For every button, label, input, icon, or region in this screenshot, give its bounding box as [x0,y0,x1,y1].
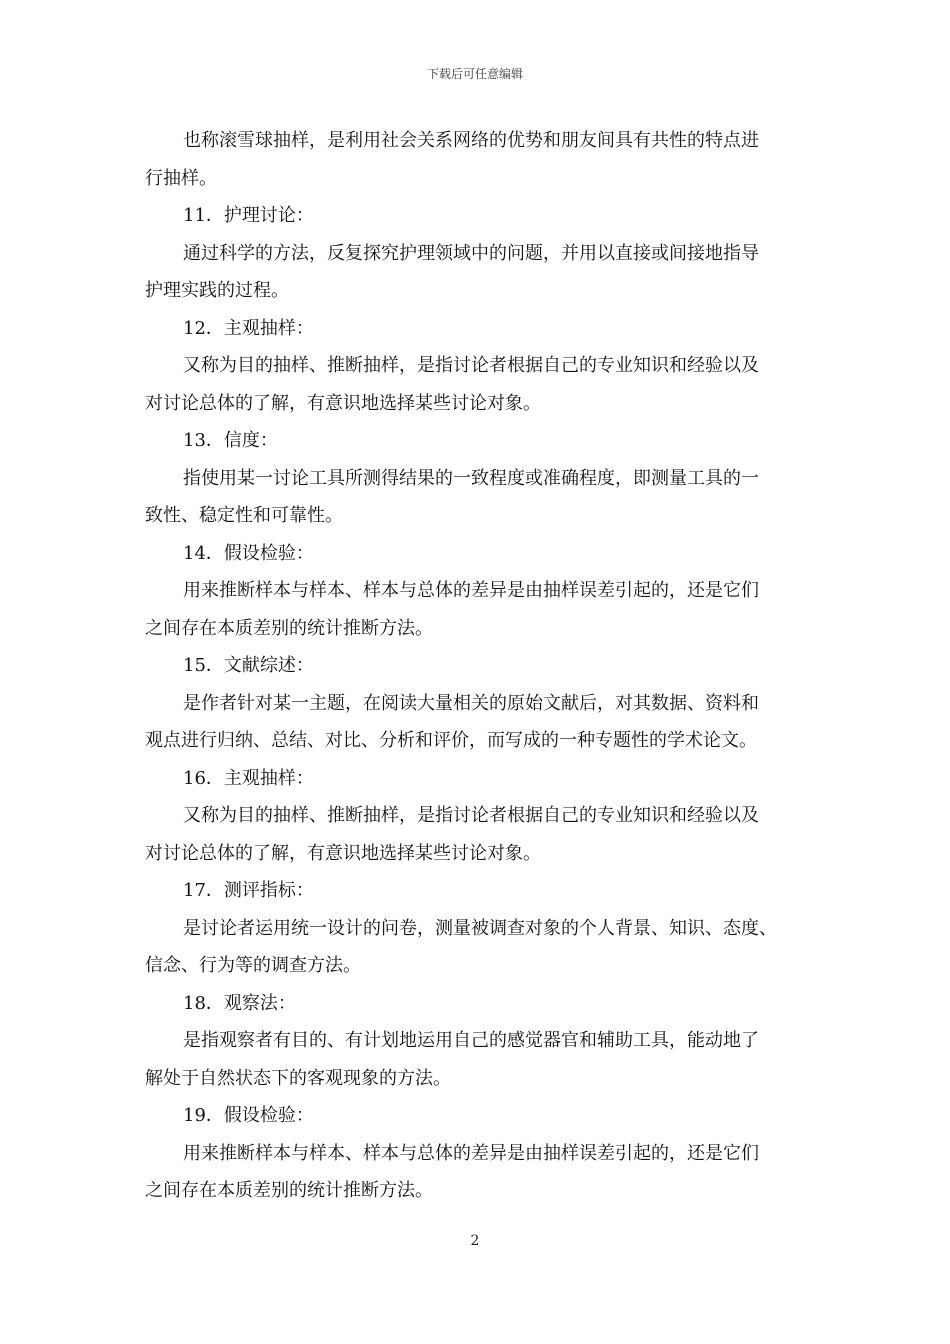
paragraph-line: 之间存在本质差别的统计推断方法。 [145,617,433,639]
paragraph-line: 观点进行归纳、总结、对比、分析和评价，而写成的一种专题性的学术论文。 [145,730,757,751]
paragraph-line: 行抽样。 [145,167,217,189]
term-heading: 13．信度： [183,430,278,451]
paragraph-line: 对讨论总体的了解，有意识地选择某些讨论对象。 [145,842,541,864]
paragraph-line: 对讨论总体的了解，有意识地选择某些讨论对象。 [145,392,541,414]
page-header: 下载后可任意编辑 [426,67,523,81]
paragraph-line: 也称滚雪球抽样，是利用社会关系网络的优势和朋友间具有共性的特点进 [183,130,759,151]
paragraph-line: 护理实践的过程。 [145,280,289,301]
paragraph-line: 信念、行为等的调查方法。 [145,955,361,976]
term-heading: 17．测评指标： [183,880,314,901]
term-heading: 16．主观抽样： [183,767,314,789]
paragraph-line: 通过科学的方法，反复探究护理领域中的问题，并用以直接或间接地指导 [183,242,759,264]
term-heading: 11．护理讨论： [183,205,314,226]
paragraph-line: 是作者针对某一主题，在阅读大量相关的原始文献后，对其数据、资料和 [183,692,759,714]
paragraph-line: 用来推断样本与样本、样本与总体的差异是由抽样误差引起的，还是它们 [183,580,759,601]
term-heading: 14．假设检验： [183,542,314,564]
paragraph-line: 是指观察者有目的、有计划地运用自己的感觉器官和辅助工具，能动地了 [183,1030,759,1051]
paragraph-line: 是讨论者运用统一设计的问卷，测量被调查对象的个人背景、知识、态度、 [183,917,777,939]
paragraph-line: 又称为目的抽样、推断抽样，是指讨论者根据自己的专业知识和经验以及 [183,805,759,826]
paragraph-line: 用来推断样本与样本、样本与总体的差异是由抽样误差引起的，还是它们 [183,1142,759,1164]
page-number: 2 [470,1233,480,1249]
term-heading: 19．假设检验： [183,1105,314,1126]
term-heading: 18．观察法： [183,992,296,1014]
document-body [145,122,810,1210]
term-heading: 15．文献综述： [183,655,314,676]
paragraph-line: 指使用某一讨论工具所测得结果的一致程度或准确程度，即测量工具的一 [183,467,759,489]
term-heading: 12．主观抽样： [183,317,314,339]
paragraph-line: 之间存在本质差别的统计推断方法。 [145,1180,433,1201]
paragraph-line: 致性、稳定性和可靠性。 [145,505,343,526]
paragraph-line: 又称为目的抽样、推断抽样，是指讨论者根据自己的专业知识和经验以及 [183,355,759,376]
paragraph-line: 解处于自然状态下的客观现象的方法。 [145,1067,451,1089]
